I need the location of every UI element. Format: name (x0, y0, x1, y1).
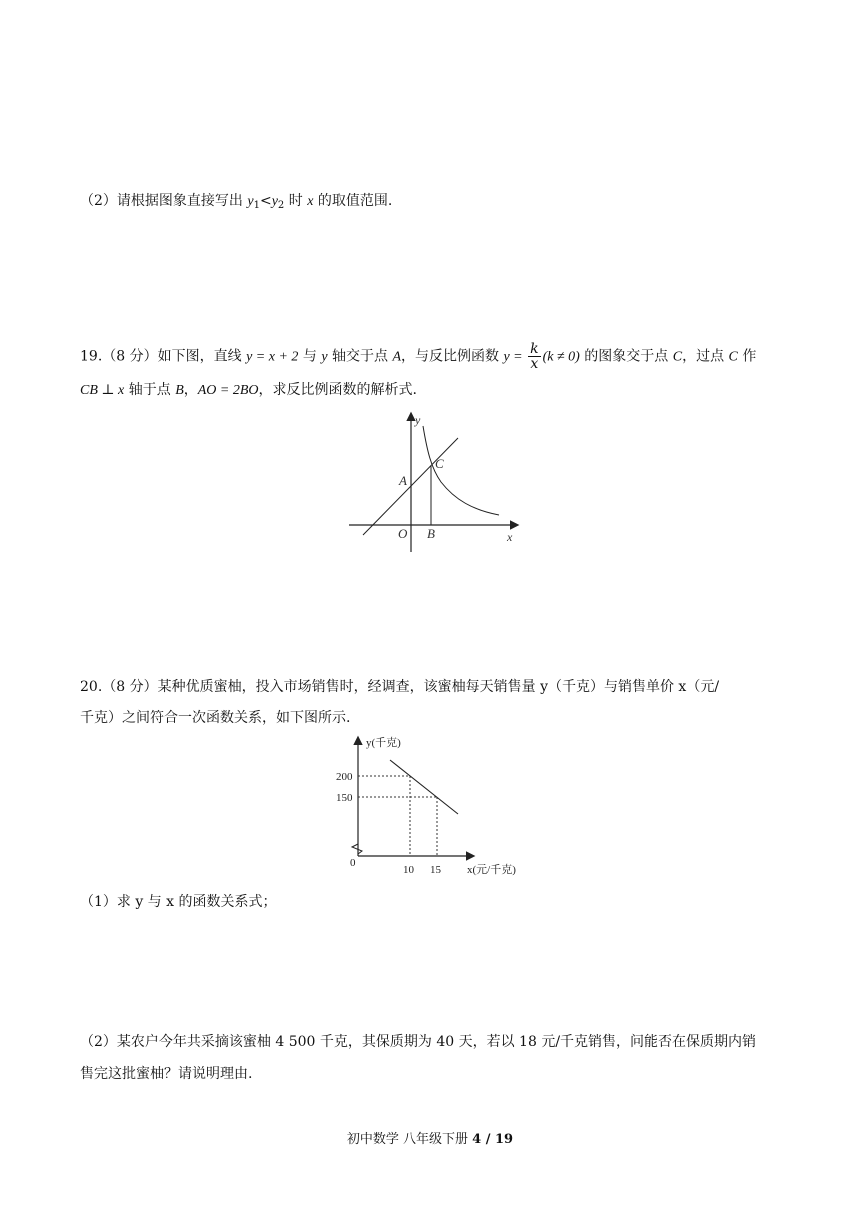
tick-150: 150 (336, 792, 353, 804)
math-y2: y (271, 194, 278, 209)
origin-label: 0 (350, 857, 356, 869)
label-x: x (507, 530, 513, 544)
q20-xlabel: x(元/千克) (467, 864, 516, 876)
q20-part2-line1: （2）某农户今年共采摘该蜜柚 4 500 千克，其保质期为 40 天，若以 18 元/千克销售，问能否在保质期内销 (80, 1034, 757, 1050)
tick-15: 15 (430, 864, 441, 876)
tick-10: 10 (403, 864, 414, 876)
label-o: O (398, 526, 408, 541)
page-footer: 初中数学 八年级下册 4 / 19 (346, 1132, 514, 1147)
q19-line2: CB ⊥ x 轴于点 B，AO = 2BO，求反比例函数的解析式. (80, 382, 417, 398)
math-y1: y (247, 194, 254, 209)
axis-break-icon (352, 844, 362, 854)
q20-graph (330, 732, 540, 882)
q20-ylabel: y(千克) (366, 737, 401, 749)
fraction-k-over-x: $\frac{k}{x}$ (530, 341, 539, 372)
q20-part1: （1）求 y 与 x 的函数关系式； (80, 894, 277, 910)
q19-line1: 19.（8 分）如下图，直线 y = x + 2 与 y 轴交于点 A，与反比例函数 y = $\frac{k}{x}$ (k ≠ 0) 的图象交于点 C，过点 C 作 (80, 341, 757, 372)
label-a: A (399, 473, 407, 488)
tick-200: 200 (336, 771, 353, 783)
q20-part2-line2: 售完这批蜜柚？请说明理由. (80, 1066, 253, 1082)
page-number: 4 / 19 (472, 1132, 514, 1147)
label-b: B (427, 526, 435, 541)
label-y: y (415, 413, 421, 427)
q19-graph (345, 410, 525, 555)
q18-part2: （2）请根据图象直接写出 $y_1<y_2$ 时 x 的取值范围. (80, 193, 393, 211)
label-c: C (435, 456, 444, 471)
q20-line1: 20.（8 分）某种优质蜜柚，投入市场销售时，经调查，该蜜柚每天销售量 y（千克）与销售单价 x（元/ (80, 679, 720, 695)
linear-function (390, 760, 458, 814)
q20-line2: 千克）之间符合一次函数关系，如下图所示. (80, 710, 351, 726)
